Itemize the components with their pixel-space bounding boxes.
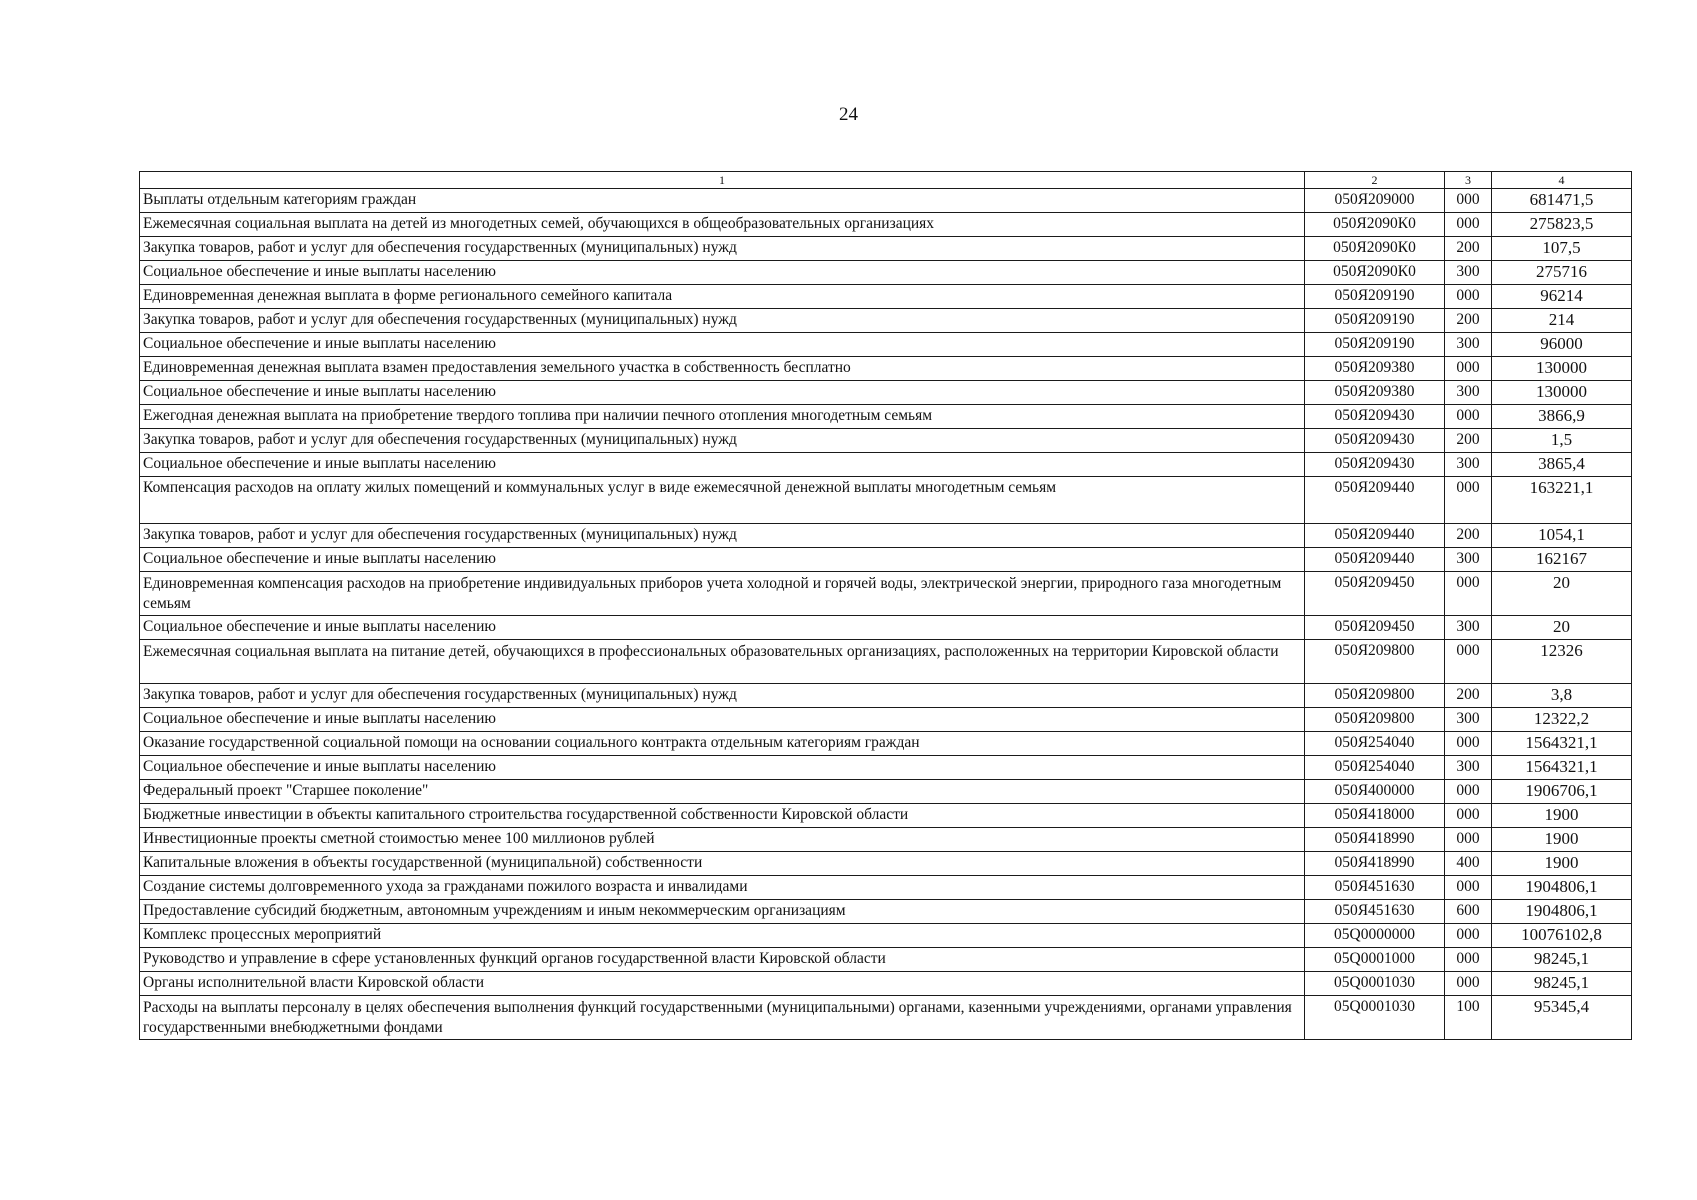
- row-type-cell: 000: [1445, 189, 1492, 213]
- table-row: [140, 924, 1632, 948]
- table-row: [140, 548, 1632, 572]
- row-type-cell: 300: [1445, 756, 1492, 780]
- table-row: [140, 357, 1632, 381]
- table-row: [140, 640, 1632, 684]
- row-type-cell: 300: [1445, 548, 1492, 572]
- row-name-cell: Расходы на выплаты персоналу в целях обеспечения выполнения функций государственными (муниципальными) органами, казенными учреждениями, органами управления государственными внебюджетными фондами: [140, 996, 1305, 1040]
- row-amount-cell: 1900: [1492, 828, 1632, 852]
- row-name-cell: Единовременная денежная выплата в форме регионального семейного капитала: [140, 285, 1305, 309]
- row-code-cell: 050Я209430: [1305, 429, 1445, 453]
- row-code-cell: 050Я209000: [1305, 189, 1445, 213]
- row-amount-cell: 3,8: [1492, 684, 1632, 708]
- row-type-cell: 000: [1445, 572, 1492, 616]
- column-header-2: 2: [1305, 172, 1445, 189]
- row-name-cell: Социальное обеспечение и иные выплаты населению: [140, 756, 1305, 780]
- row-code-cell: 050Я418990: [1305, 828, 1445, 852]
- row-amount-cell: 130000: [1492, 357, 1632, 381]
- row-amount-cell: 214: [1492, 309, 1632, 333]
- row-amount-cell: 1906706,1: [1492, 780, 1632, 804]
- table-row: [140, 876, 1632, 900]
- row-name-cell: Социальное обеспечение и иные выплаты населению: [140, 261, 1305, 285]
- table-header-row: [140, 172, 1632, 189]
- row-amount-cell: 1900: [1492, 804, 1632, 828]
- table-row: [140, 684, 1632, 708]
- row-code-cell: 05Q0001000: [1305, 948, 1445, 972]
- table-row: [140, 524, 1632, 548]
- row-name-cell: Социальное обеспечение и иные выплаты населению: [140, 708, 1305, 732]
- budget-table: [139, 171, 1632, 1040]
- row-code-cell: 050Я2090К0: [1305, 261, 1445, 285]
- row-code-cell: 05Q0001030: [1305, 972, 1445, 996]
- row-name-cell: Оказание государственной социальной помощи на основании социального контракта отдельным категориям граждан: [140, 732, 1305, 756]
- row-type-cell: 300: [1445, 453, 1492, 477]
- row-name-cell: Бюджетные инвестиции в объекты капитального строительства государственной собственности Кировской области: [140, 804, 1305, 828]
- row-amount-cell: 275823,5: [1492, 213, 1632, 237]
- row-name-cell: Закупка товаров, работ и услуг для обеспечения государственных (муниципальных) нужд: [140, 309, 1305, 333]
- table-row: [140, 900, 1632, 924]
- row-name-cell: Социальное обеспечение и иные выплаты населению: [140, 333, 1305, 357]
- row-type-cell: 300: [1445, 616, 1492, 640]
- row-type-cell: 000: [1445, 780, 1492, 804]
- row-name-cell: Единовременная денежная выплата взамен предоставления земельного участка в собственность бесплатно: [140, 357, 1305, 381]
- row-type-cell: 200: [1445, 684, 1492, 708]
- row-type-cell: 600: [1445, 900, 1492, 924]
- row-code-cell: 050Я451630: [1305, 900, 1445, 924]
- row-code-cell: 050Я418990: [1305, 852, 1445, 876]
- row-type-cell: 300: [1445, 261, 1492, 285]
- table-row: [140, 213, 1632, 237]
- row-name-cell: Социальное обеспечение и иные выплаты населению: [140, 453, 1305, 477]
- row-type-cell: 000: [1445, 285, 1492, 309]
- row-type-cell: 000: [1445, 732, 1492, 756]
- table-row: [140, 189, 1632, 213]
- row-type-cell: 300: [1445, 381, 1492, 405]
- row-code-cell: 050Я209440: [1305, 524, 1445, 548]
- row-code-cell: 050Я418000: [1305, 804, 1445, 828]
- row-type-cell: 300: [1445, 708, 1492, 732]
- row-code-cell: 050Я451630: [1305, 876, 1445, 900]
- table-row: [140, 828, 1632, 852]
- table-row: [140, 261, 1632, 285]
- page-number: 24: [839, 104, 858, 125]
- table-row: [140, 333, 1632, 357]
- column-header-3: 3: [1445, 172, 1492, 189]
- row-name-cell: Федеральный проект "Старшее поколение": [140, 780, 1305, 804]
- row-amount-cell: 3865,4: [1492, 453, 1632, 477]
- row-type-cell: 100: [1445, 996, 1492, 1040]
- row-amount-cell: 98245,1: [1492, 972, 1632, 996]
- row-amount-cell: 275716: [1492, 261, 1632, 285]
- row-amount-cell: 12322,2: [1492, 708, 1632, 732]
- row-code-cell: 050Я209380: [1305, 381, 1445, 405]
- row-code-cell: 050Я209380: [1305, 357, 1445, 381]
- table-row: [140, 237, 1632, 261]
- row-amount-cell: 1564321,1: [1492, 756, 1632, 780]
- row-type-cell: 300: [1445, 333, 1492, 357]
- row-type-cell: 200: [1445, 309, 1492, 333]
- row-amount-cell: 95345,4: [1492, 996, 1632, 1040]
- row-code-cell: 050Я2090К0: [1305, 237, 1445, 261]
- table-row: [140, 996, 1632, 1040]
- row-code-cell: 050Я209800: [1305, 640, 1445, 684]
- row-code-cell: 050Я209190: [1305, 333, 1445, 357]
- row-name-cell: Комплекс процессных мероприятий: [140, 924, 1305, 948]
- row-type-cell: 200: [1445, 429, 1492, 453]
- row-name-cell: Создание системы долговременного ухода за гражданами пожилого возраста и инвалидами: [140, 876, 1305, 900]
- row-type-cell: 200: [1445, 524, 1492, 548]
- table-row: [140, 572, 1632, 616]
- row-amount-cell: 1564321,1: [1492, 732, 1632, 756]
- row-name-cell: Компенсация расходов на оплату жилых помещений и коммунальных услуг в виде ежемесячной денежной выплаты многодетным семьям: [140, 477, 1305, 524]
- row-code-cell: 050Я209440: [1305, 477, 1445, 524]
- table-row: [140, 972, 1632, 996]
- row-code-cell: 050Я209190: [1305, 309, 1445, 333]
- row-amount-cell: 20: [1492, 572, 1632, 616]
- row-type-cell: 000: [1445, 828, 1492, 852]
- table-row: [140, 285, 1632, 309]
- row-name-cell: Капитальные вложения в объекты государственной (муниципальной) собственности: [140, 852, 1305, 876]
- row-name-cell: Ежегодная денежная выплата на приобретение твердого топлива при наличии печного отопления многодетным семьям: [140, 405, 1305, 429]
- table-row: [140, 309, 1632, 333]
- row-amount-cell: 1904806,1: [1492, 876, 1632, 900]
- row-name-cell: Ежемесячная социальная выплата на детей из многодетных семей, обучающихся в общеобразовательных организациях: [140, 213, 1305, 237]
- row-name-cell: Инвестиционные проекты сметной стоимостью менее 100 миллионов рублей: [140, 828, 1305, 852]
- row-amount-cell: 96214: [1492, 285, 1632, 309]
- row-amount-cell: 12326: [1492, 640, 1632, 684]
- row-amount-cell: 10076102,8: [1492, 924, 1632, 948]
- table-row: [140, 405, 1632, 429]
- row-amount-cell: 107,5: [1492, 237, 1632, 261]
- row-code-cell: 050Я209190: [1305, 285, 1445, 309]
- row-type-cell: 000: [1445, 357, 1492, 381]
- row-code-cell: 050Я254040: [1305, 732, 1445, 756]
- table-row: [140, 948, 1632, 972]
- row-amount-cell: 130000: [1492, 381, 1632, 405]
- row-code-cell: 050Я254040: [1305, 756, 1445, 780]
- row-type-cell: 400: [1445, 852, 1492, 876]
- row-code-cell: 050Я209430: [1305, 453, 1445, 477]
- table-row: [140, 477, 1632, 524]
- row-type-cell: 000: [1445, 876, 1492, 900]
- row-type-cell: 000: [1445, 972, 1492, 996]
- row-name-cell: Социальное обеспечение и иные выплаты населению: [140, 548, 1305, 572]
- row-code-cell: 050Я209430: [1305, 405, 1445, 429]
- row-code-cell: 05Q0001030: [1305, 996, 1445, 1040]
- row-amount-cell: 1,5: [1492, 429, 1632, 453]
- row-name-cell: Руководство и управление в сфере установленных функций органов государственной власти Кировской области: [140, 948, 1305, 972]
- row-code-cell: 050Я400000: [1305, 780, 1445, 804]
- row-code-cell: 050Я209800: [1305, 684, 1445, 708]
- row-amount-cell: 1054,1: [1492, 524, 1632, 548]
- row-amount-cell: 3866,9: [1492, 405, 1632, 429]
- row-amount-cell: 162167: [1492, 548, 1632, 572]
- column-header-1: 1: [140, 172, 1305, 189]
- table-row: [140, 780, 1632, 804]
- row-name-cell: Закупка товаров, работ и услуг для обеспечения государственных (муниципальных) нужд: [140, 684, 1305, 708]
- row-type-cell: 000: [1445, 948, 1492, 972]
- row-type-cell: 200: [1445, 237, 1492, 261]
- row-code-cell: 05Q0000000: [1305, 924, 1445, 948]
- row-amount-cell: 1904806,1: [1492, 900, 1632, 924]
- row-amount-cell: 681471,5: [1492, 189, 1632, 213]
- column-header-4: 4: [1492, 172, 1632, 189]
- row-code-cell: 050Я209450: [1305, 572, 1445, 616]
- row-name-cell: Выплаты отдельным категориям граждан: [140, 189, 1305, 213]
- row-code-cell: 050Я2090К0: [1305, 213, 1445, 237]
- row-type-cell: 000: [1445, 640, 1492, 684]
- row-type-cell: 000: [1445, 213, 1492, 237]
- table-row: [140, 852, 1632, 876]
- table-row: [140, 756, 1632, 780]
- table-row: [140, 381, 1632, 405]
- row-name-cell: Ежемесячная социальная выплата на питание детей, обучающихся в профессиональных образовательных организациях, расположенных на территории Кировской области: [140, 640, 1305, 684]
- row-code-cell: 050Я209800: [1305, 708, 1445, 732]
- row-name-cell: Социальное обеспечение и иные выплаты населению: [140, 616, 1305, 640]
- row-name-cell: Закупка товаров, работ и услуг для обеспечения государственных (муниципальных) нужд: [140, 237, 1305, 261]
- table-body: [140, 172, 1632, 1040]
- row-code-cell: 050Я209450: [1305, 616, 1445, 640]
- row-amount-cell: 1900: [1492, 852, 1632, 876]
- row-name-cell: Органы исполнительной власти Кировской области: [140, 972, 1305, 996]
- row-type-cell: 000: [1445, 477, 1492, 524]
- row-name-cell: Единовременная компенсация расходов на приобретение индивидуальных приборов учета холодной и горячей воды, электрической энергии, природного газа многодетным семьям: [140, 572, 1305, 616]
- row-type-cell: 000: [1445, 924, 1492, 948]
- table-row: [140, 732, 1632, 756]
- table-row: [140, 453, 1632, 477]
- row-amount-cell: 96000: [1492, 333, 1632, 357]
- row-code-cell: 050Я209440: [1305, 548, 1445, 572]
- row-amount-cell: 20: [1492, 616, 1632, 640]
- row-name-cell: Предоставление субсидий бюджетным, автономным учреждениям и иным некоммерческим организациям: [140, 900, 1305, 924]
- row-amount-cell: 98245,1: [1492, 948, 1632, 972]
- table-row: [140, 708, 1632, 732]
- table-row: [140, 429, 1632, 453]
- row-amount-cell: 163221,1: [1492, 477, 1632, 524]
- row-type-cell: 000: [1445, 804, 1492, 828]
- row-type-cell: 000: [1445, 405, 1492, 429]
- row-name-cell: Социальное обеспечение и иные выплаты населению: [140, 381, 1305, 405]
- table-row: [140, 616, 1632, 640]
- row-name-cell: Закупка товаров, работ и услуг для обеспечения государственных (муниципальных) нужд: [140, 524, 1305, 548]
- table-row: [140, 804, 1632, 828]
- row-name-cell: Закупка товаров, работ и услуг для обеспечения государственных (муниципальных) нужд: [140, 429, 1305, 453]
